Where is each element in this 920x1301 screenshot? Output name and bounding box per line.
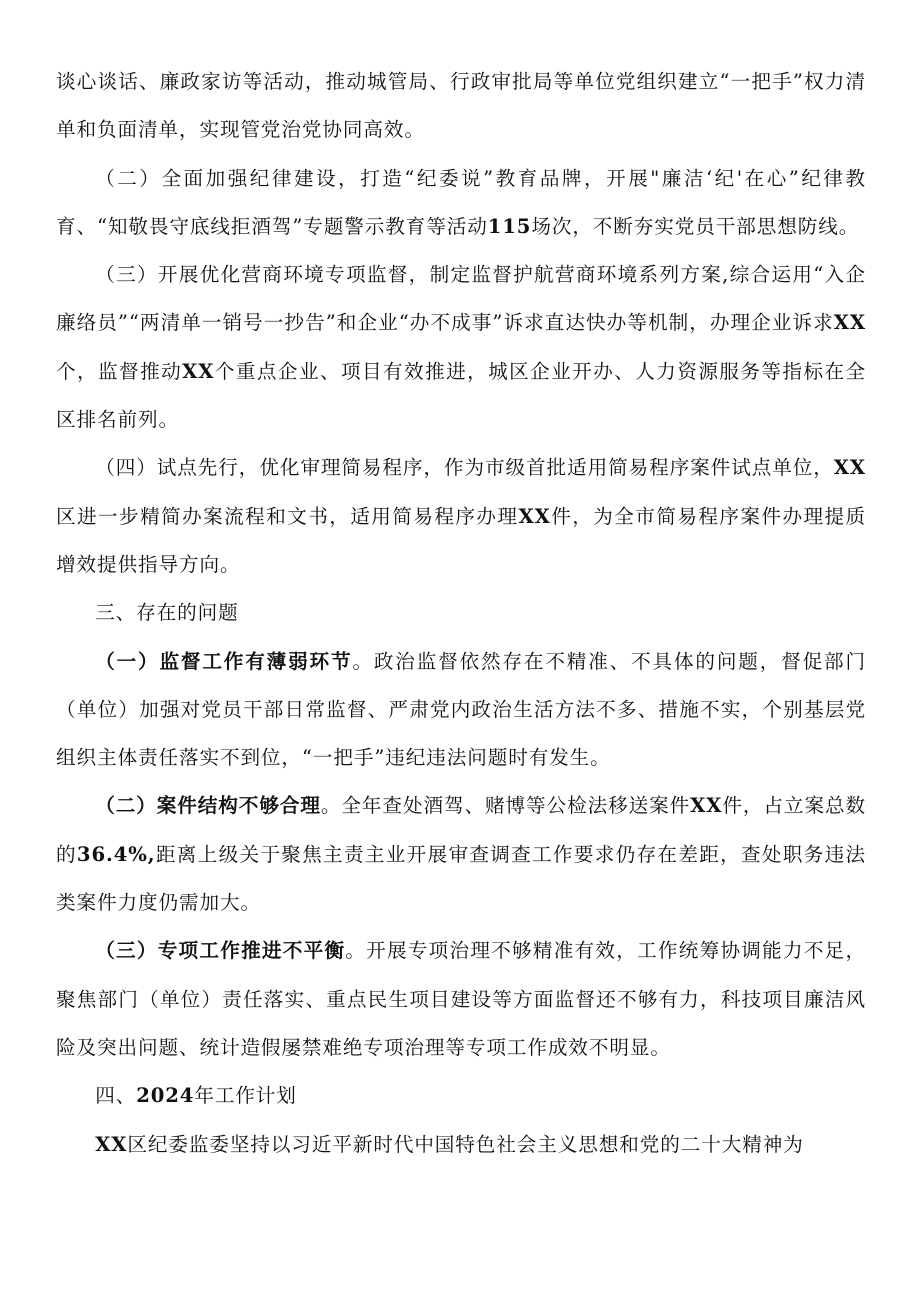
- count-value: 115: [487, 214, 532, 238]
- problem-title: （二）案件结构不够合理: [95, 794, 321, 818]
- placeholder-value: XX: [833, 311, 866, 335]
- problem-title: （一）监督工作有薄弱环节: [95, 649, 353, 673]
- placeholder-value: XX: [182, 359, 215, 383]
- percent-value: 36.4%,: [76, 842, 156, 866]
- paragraph-problem-3: [56, 927, 866, 1072]
- paragraph-text: 谈心谈话、廉政家访等活动，推动城管局、行政审批局等单位党组织建立“一把手”权力清单和负面清单，实现管党治党协同高效。: [56, 70, 866, 142]
- placeholder-value: XX: [95, 1132, 128, 1156]
- placeholder-value: XX: [690, 794, 723, 818]
- paragraph-text: （四）试点先行，优化审理简易程序，作为市级首批适用简易程序案件试点单位，: [95, 456, 834, 480]
- placeholder-value: XX: [518, 504, 551, 528]
- paragraph-text: 距离上级关于聚焦主责主业开展审查调查工作要求仍存在差距，查处职务违法类案件力度仍需加大。: [56, 842, 866, 915]
- section-heading-plan: [56, 1072, 866, 1120]
- paragraph-problem-2: [56, 782, 866, 927]
- paragraph-item-2: [56, 155, 866, 252]
- paragraph-text: 。全年查处酒驾、赌博等公检法移送案件: [320, 794, 691, 818]
- heading-text: 三、存在的问题: [95, 601, 239, 625]
- paragraph-text: 件，占立案总数的: [56, 794, 867, 866]
- paragraph-item-3: [56, 251, 866, 444]
- paragraph-text: 件，为全市简易程序案件办理提质增效提供指导方向。: [56, 504, 866, 576]
- heading-suffix: 年工作计划: [194, 1084, 297, 1108]
- paragraph-text: 场次，不断夯实党员干部思想防线。: [531, 214, 860, 238]
- paragraph-text: 个重点企业、项目有效推进，城区企业开办、人力资源服务等指标在全区排名前列。: [56, 359, 866, 432]
- document-page: [56, 58, 866, 1169]
- section-heading-problems: [56, 589, 866, 637]
- heading-year: 2024: [136, 1084, 195, 1108]
- paragraph-text: 个，监督推动: [56, 359, 183, 383]
- paragraph-text: 区进一步精简办案流程和文书，适用简易程序办理: [56, 504, 519, 528]
- problem-title: （三）专项工作推进不平衡: [95, 939, 346, 963]
- paragraph-item-4: [56, 444, 866, 589]
- paragraph-text: 。政治监督依然存在不精准、不具体的问题，督促部门（单位）加强对党员干部日常监督、严肃党内政治生活方法不多、措施不实，个别基层党组织主体责任落实不到位，“一把手”违纪违法问题时有发生。: [56, 649, 866, 770]
- paragraph-text: （三）开展优化营商环境专项监督，制定监督护航营商环境系列方案,综合运用“入企廉络员”“两清单一销号一抄告”和企业“办不成事”诉求直达快办等机制，办理企业诉求: [56, 263, 866, 335]
- paragraph-text: （二）全面加强纪律建设，打造“纪委说”教育品牌，开展"廉洁‘纪'在心”纪律教育、“知敬畏守底线拒酒驾”专题警示教育等活动: [56, 166, 866, 238]
- paragraph-plan-intro: [56, 1121, 866, 1169]
- paragraph-intro-continuation: [56, 58, 866, 155]
- paragraph-text: 区纪委监委坚持以习近平新时代中国特色社会主义思想和党的二十大精神为: [127, 1132, 804, 1156]
- heading-prefix: 四、: [95, 1084, 137, 1108]
- paragraph-problem-1: [56, 638, 866, 783]
- placeholder-value: XX: [833, 456, 866, 480]
- paragraph-text: 。开展专项治理不够精准有效，工作统筹协调能力不足，聚焦部门（单位）责任落实、重点民生项目建设等方面监督还不够有力，科技项目廉洁风险及突出问题、统计造假屡禁难绝专项治理等专项工作成效不明显。: [56, 939, 866, 1059]
